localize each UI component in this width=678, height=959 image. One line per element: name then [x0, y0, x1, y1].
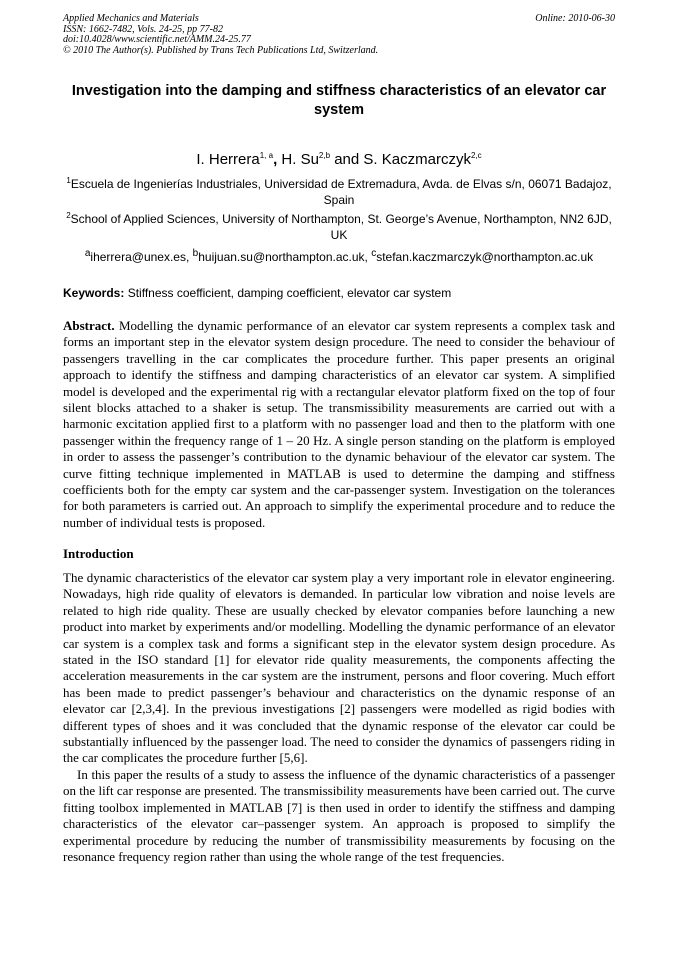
affiliation-1	[63, 176, 615, 208]
journal-header	[63, 14, 615, 56]
online-date: Online: 2010-06-30	[535, 13, 615, 24]
paragraph: The dynamic characteristics of the elevator car system play a very important role in elevator engineering. Nowadays, high ride quality of elevators is demanded. In particular low vibration and noise levels are related to high ride quality. These are usually checked by elevator companies before launching a new product into market by experiments and/or modelling. Modelling the dynamic performance of an elevator car system is a complex task and forms a significant step in the elevator system design procedure. As stated in the ISO standard [1] for elevator ride quality measurements, the components affecting the acceleration measurements in the car system are the instrument, persons and floor covering. Much effort has been made to predict passenger’s behaviour and characteristics on the dynamic response of an elevator car [2,3,4]. In the previous investigations [2] passengers were modelled as rigid bodies with different types of shoes and it was concluded that the dynamic response of the elevator car could be substantially influenced by the passenger load. The need to consider the dynamics of passengers riding in the car complicates the procedure further [5,6].	[63, 570, 615, 766]
author-name: S. Kaczmarczyk	[363, 151, 471, 168]
issn: ISSN: 1662-7482, Vols. 24-25, pp 77-82	[63, 23, 223, 35]
abstract-text: Modelling the dynamic performance of an elevator car system represents a complex task and forms an important step in the elevator system design procedure. The need to consider the behaviour of passengers travelling in the car complicates the procedure further. This paper presents an original approach to identify the stiffness and damping characteristics of an elevator car system. A simplified model is developed and the experimental rig with a rectangular elevator platform fixed on the top of four silent blocks attached to a shaker is setup. The transmissibility measurements are carried out with a harmonic excitation applied first to a platform with no passenger load and then to the platform with one passenger within the frequency range of 1 – 20 Hz. A single person standing on the platform is employed in order to assess the passenger’s contribution to the dynamic behaviour of the elevator car system. The curve fitting technique implemented in MATLAB is used to determine the damping and stiffness coefficients both for the empty car system and the car-passenger system. Investigation on the tolerances for both parameters is carried out. An approach to simplify the experimental procedure and to reduce the number of individual tests is proposed.	[63, 318, 616, 530]
email-link[interactable]: stefan.kaczmarczyk@northampton.ac.uk	[376, 250, 594, 264]
author-name: H. Su	[281, 151, 319, 168]
abstract-label: Abstract.	[63, 318, 115, 333]
copyright: © 2010 The Author(s). Published by Trans Tech Publications Ltd, Switzerland.	[63, 44, 379, 56]
keywords-label: Keywords:	[63, 286, 125, 300]
abstract	[63, 318, 615, 531]
email-mark: a	[84, 248, 91, 259]
email-link[interactable]: iherrera@unex.es,	[90, 250, 190, 264]
email-link[interactable]: huijuan.su@northampton.ac.uk,	[198, 250, 368, 264]
author-affil-mark: 1, a	[259, 151, 274, 160]
author-conjunction: and	[334, 151, 360, 168]
author-affil-mark: 2,b	[318, 151, 331, 160]
author-affil-mark: 2,c	[470, 151, 482, 160]
affiliation-text: Escuela de Ingenierías Industriales, Universidad de Extremadura, Avda. de Elvas s/n, 06071 Badajoz, Spain	[70, 177, 612, 207]
author-list: I. Herrera$^{1, a}$, H. Su$^{2,b}$ and S. Kaczmarczyk$^{2,c}$	[196, 151, 482, 168]
keywords	[63, 285, 615, 301]
affiliation-number: 1	[66, 176, 71, 185]
email-list	[63, 246, 615, 265]
affiliation-text: School of Applied Sciences, University of Northampton, St. George’s Avenue, Northampton, NN2 6JD, UK	[70, 212, 612, 242]
affiliation-2	[63, 211, 615, 243]
introduction-body	[63, 570, 615, 865]
doi: doi:10.4028/www.scientific.net/AMM.24-25.77	[63, 34, 251, 45]
paragraph: In this paper the results of a study to assess the influence of the dynamic characteristics of a passenger on the lift car response are presented. The transmissibility measurements have been carried out. The curve fitting toolbox implemented in MATLAB [7] is then used in order to identify the stiffness and damping characteristics of the elevator car–passenger system. An approach is proposed to simplify the experimental procedure by reducing the number of transmissibility measurements by focusing on the resonance frequency region rather than using the whole range of the test frequencies.	[63, 766, 615, 864]
email-mark: c	[371, 248, 377, 259]
paper-title: Investigation into the damping and stiffness characteristics of an elevator car system	[71, 83, 607, 118]
author-name: I. Herrera	[196, 151, 260, 168]
keywords-text: Stiffness coefficient, damping coefficient, elevator car system	[127, 286, 452, 300]
affiliation-number: 2	[66, 211, 71, 220]
introduction-heading: Introduction	[63, 546, 134, 561]
email-mark: b	[192, 248, 199, 259]
journal-name: Applied Mechanics and Materials	[63, 13, 199, 24]
